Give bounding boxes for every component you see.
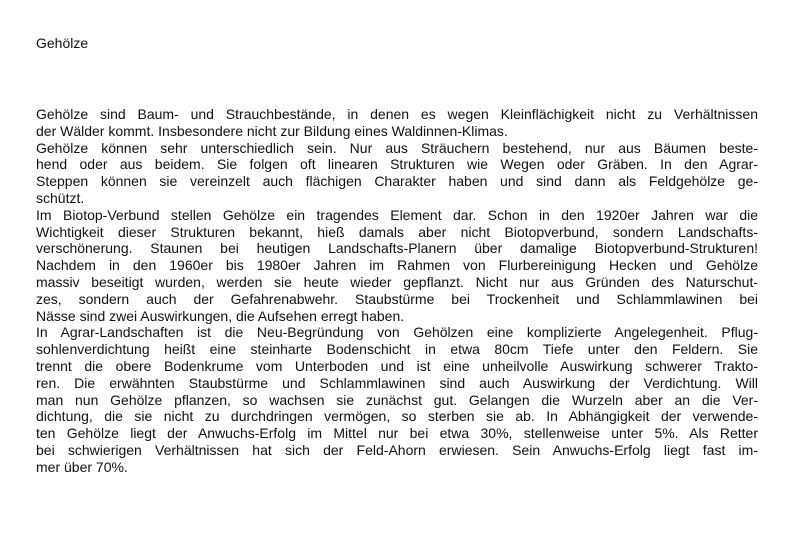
text-line: schützt. — [36, 189, 85, 206]
text-line: Nässe sind zwei Auswirkungen, die Aufsehen erregt haben. — [36, 307, 405, 324]
document-body — [36, 106, 758, 476]
text-line: mer über 70%. — [36, 458, 128, 475]
text-line: bei schwierigen Verhältnissen hat sich der Feld-Ahorn erwiesen. Sein Anwuchs-Erfolg liegt fast im- — [36, 441, 758, 458]
text-line: ren. Die erwähnten Staubstürme und Schlammlawinen sind auch Auswirkung der Verdichtung. Will — [36, 374, 758, 391]
text-line: hend oder aus beidem. Sie folgen oft linearen Strukturen wie Wegen oder Gräben. In den Agrar- — [36, 156, 758, 173]
text-line: der Wälder kommt. Insbesondere nicht zur Bildung eines Waldinnen-Klimas. — [36, 122, 508, 139]
text-line: ten Gehölze liegt der Anwuchs-Erfolg im Mittel nur bei etwa 30%, stellenweise unter 5%. Als Retter — [36, 425, 758, 442]
text-line: man nun Gehölze pflanzen, so wachsen sie zunächst gut. Gelangen die Wurzeln aber an die Ver- — [36, 391, 758, 408]
text-line: sohlenverdichtung heißt eine steinharte Bodenschicht in etwa 80cm Tiefe unter den Feldern. Sie — [36, 341, 758, 358]
text-line: In Agrar-Landschaften ist die Neu-Begründung von Gehölzen eine komplizierte Angelegenheit. Pflug- — [36, 324, 758, 341]
text-line: trennt die obere Bodenkrume vom Unterboden und ist eine unheilvolle Auswirkung schwerer Trakto- — [36, 357, 758, 374]
text-line: Steppen können sie vereinzelt auch flächigen Charakter haben und sind dann als Feldgehölze ge- — [36, 173, 758, 190]
text-line: zes, sondern auch der Gefahrenabwehr. Staubstürme bei Trockenheit und Schlammlawinen bei — [36, 290, 758, 307]
text-line: massiv beseitigt wurden, werden sie heute wieder gepflanzt. Nicht nur aus Gründen des Naturschut- — [36, 273, 758, 290]
text-line: dichtung, die sie nicht zu durchdringen vermögen, so sterben sie ab. In Abhängigkeit der verwende- — [36, 408, 758, 425]
text-line: Gehölze sind Baum- und Strauchbestände, in denen es wegen Kleinflächigkeit nicht zu Verhältnissen — [36, 106, 758, 122]
text-line: verschönerung. Staunen bei heutigen Landschafts-Planern über damalige Biotopverbund-Strukturen! — [36, 240, 758, 257]
text-line: Im Biotop-Verbund stellen Gehölze ein tragendes Element dar. Schon in den 1920er Jahren war die — [36, 206, 758, 223]
text-line: Wichtigkeit dieser Strukturen bekannt, hieß damals aber nicht Biotopverbund, sondern Landschafts- — [36, 223, 758, 240]
document-title: Gehölze — [36, 35, 89, 51]
text-line: Gehölze können sehr unterschiedlich sein. Nur aus Sträuchern bestehend, nur aus Bäumen beste- — [36, 139, 758, 156]
text-line: Nachdem in den 1960er bis 1980er Jahren im Rahmen von Flurbereinigung Hecken und Gehölze — [36, 257, 758, 274]
